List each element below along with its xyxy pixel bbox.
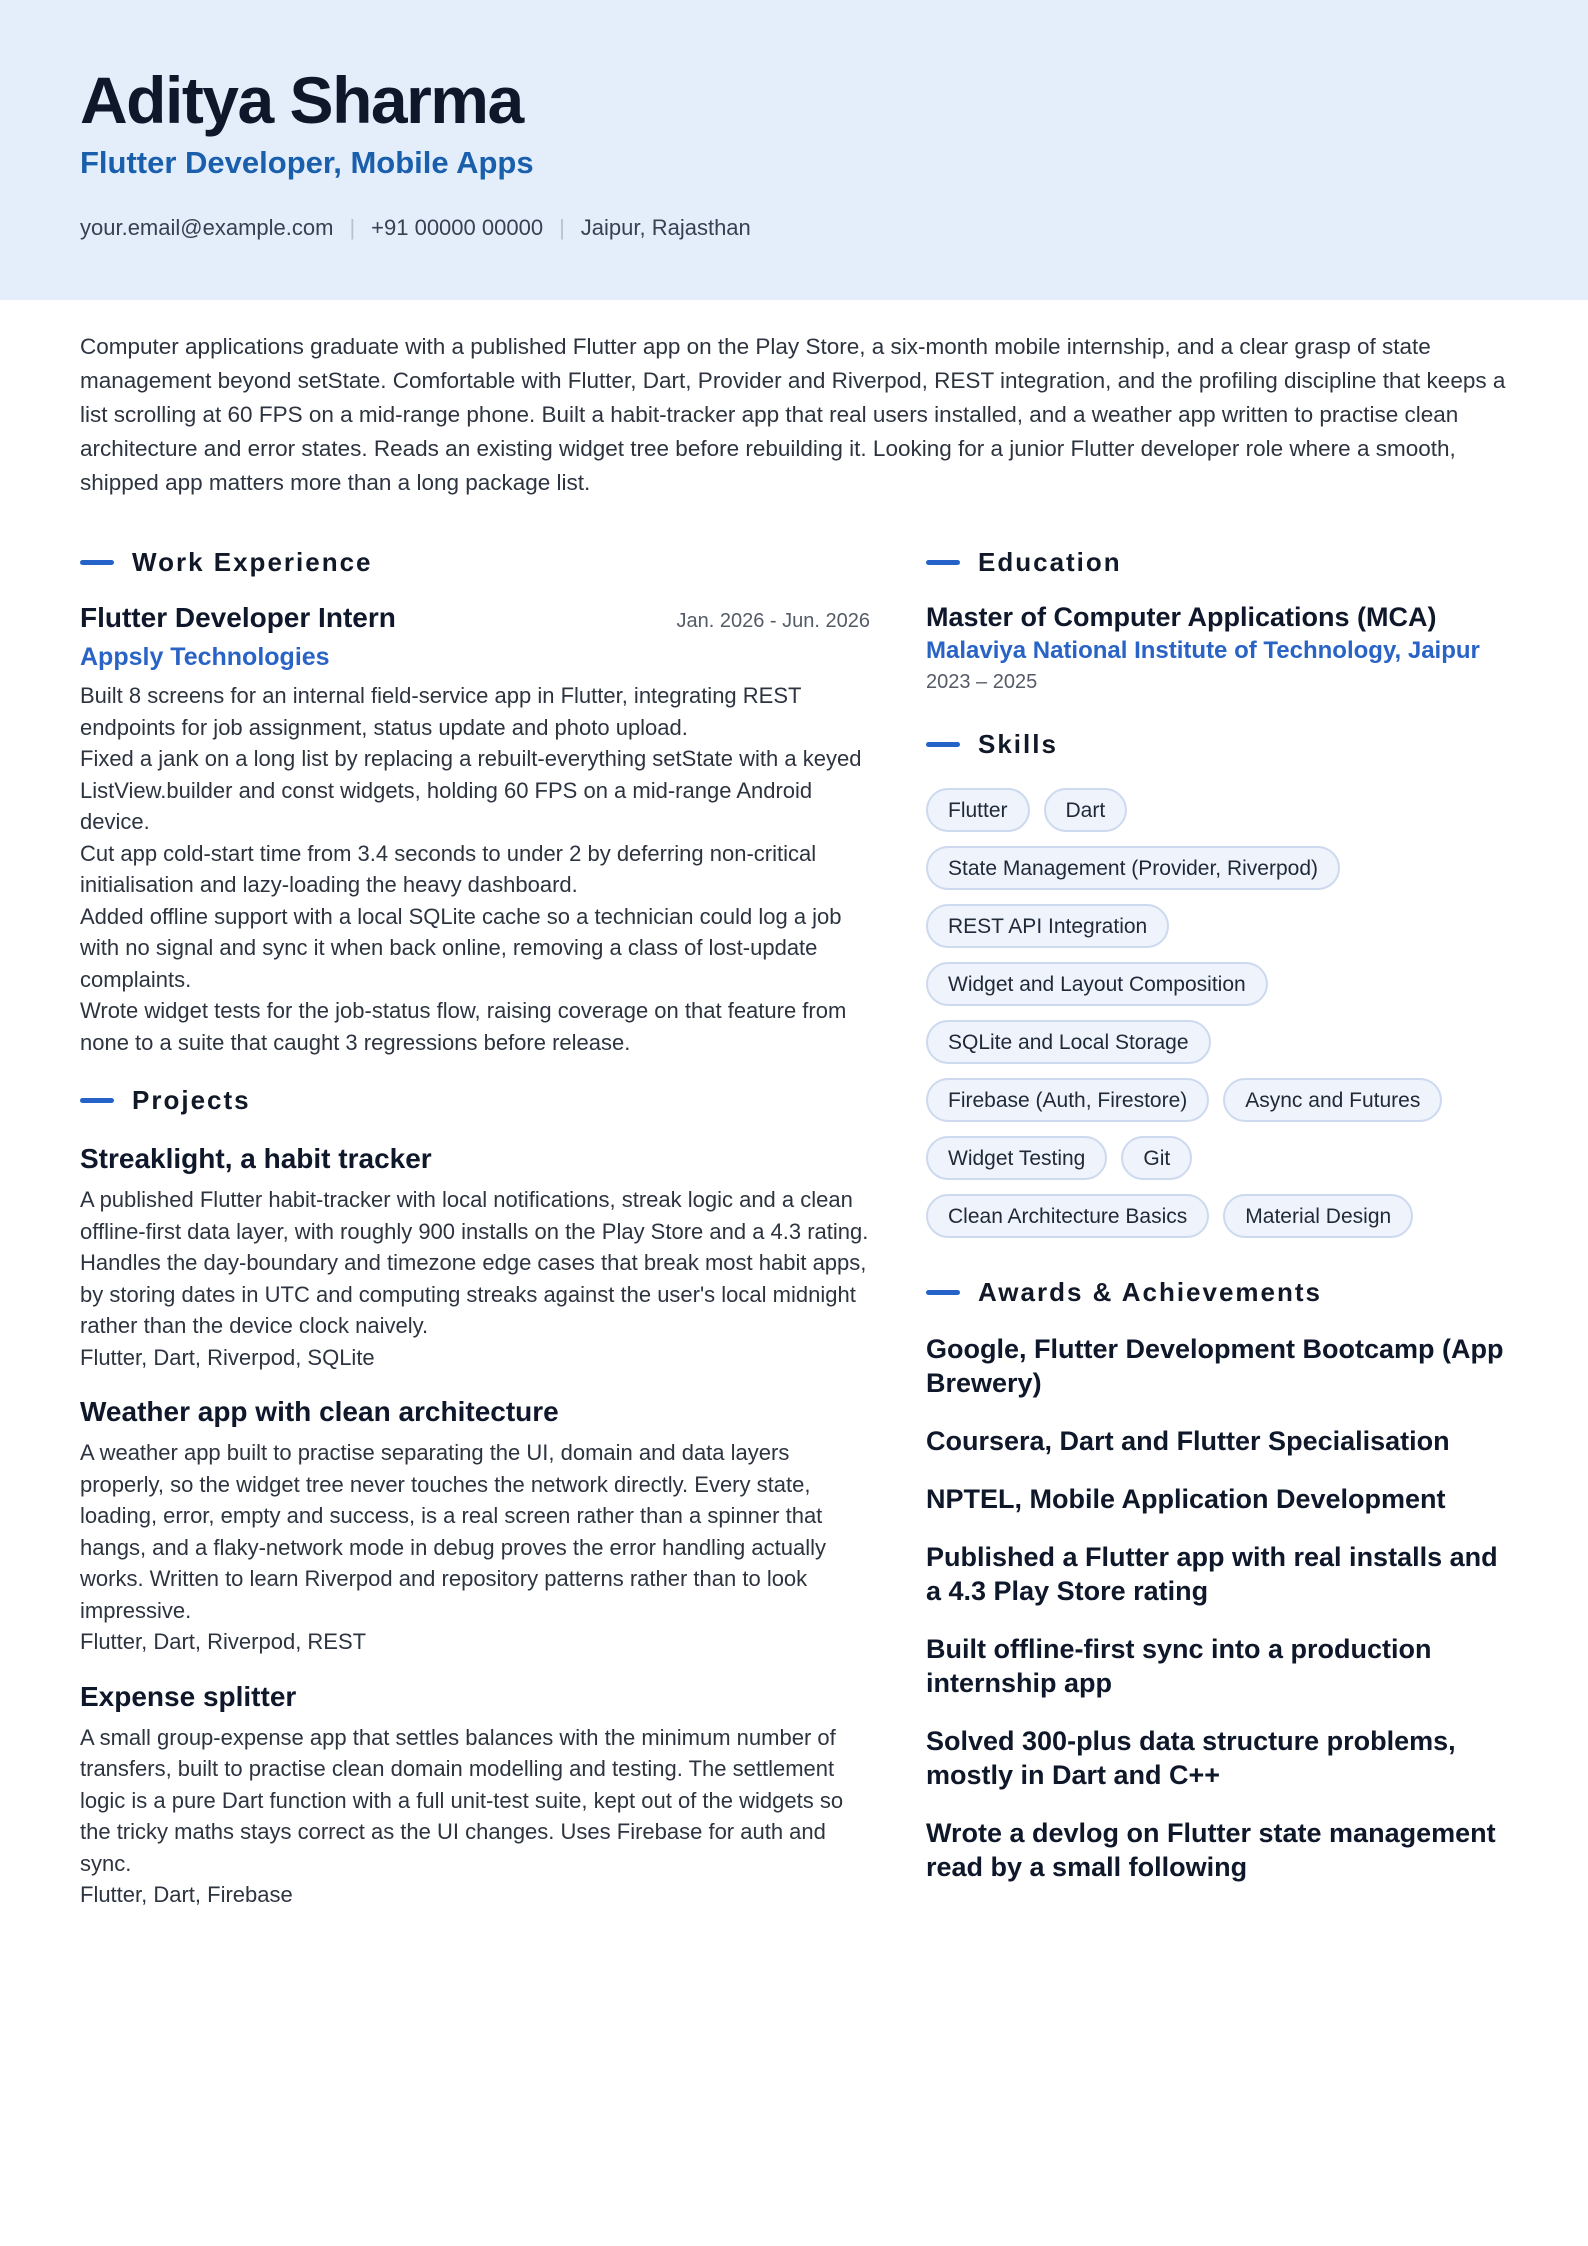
contact-separator: | [349,215,356,240]
award-item: Published a Flutter app with real installs and a 4.3 Play Store rating [926,1542,1498,1606]
experience-bullet: Built 8 screens for an internal field-service app in Flutter, integrating REST endpoints for job assignment, status update and photo upload. [80,683,802,740]
company-name: Appsly Technologies [80,643,330,671]
award-item: Wrote a devlog on Flutter state management read by a small following [926,1818,1496,1882]
section-title: Skills [978,728,1058,759]
job-dates: Jan. 2026 - Jun. 2026 [676,610,870,632]
experience-bullet: Wrote widget tests for the job-status flow, raising coverage on that feature from none to a suite that caught 3 regressions before release. [80,998,847,1055]
section-accent-bar [926,560,960,565]
project-entry [80,1140,870,1373]
resume-header [0,0,1588,300]
section-accent-bar [926,742,960,747]
project-title: Streaklight, a habit tracker [80,1143,432,1174]
section-title: Projects [132,1084,251,1115]
project-entry [80,1678,870,1911]
job-title: Flutter Developer Intern [80,602,396,633]
contact-line [80,212,751,244]
award-item: Coursera, Dart and Flutter Specialisation [926,1426,1450,1456]
section-heading-awards [926,1274,1516,1310]
section-title: Education [978,546,1122,577]
education-years: 2023 – 2025 [926,671,1038,693]
experience-bullet: Cut app cold-start time from 3.4 seconds to under 2 by deferring non-critical initialisation and lazy-loading the heavy dashboard. [80,840,817,897]
skill-chip: Firebase (Auth, Firestore) [926,1078,1209,1122]
skill-chip: REST API Integration [926,904,1169,948]
project-tech-stack: Flutter, Dart, Riverpod, REST [80,1629,367,1654]
left-column [80,544,870,1911]
skill-chip: State Management (Provider, Riverpod) [926,846,1340,890]
candidate-role: Flutter Developer, Mobile Apps [80,145,534,180]
award-item: Built offline-first sync into a production internship app [926,1634,1432,1698]
award-item: Solved 300-plus data structure problems, mostly in Dart and C++ [926,1726,1456,1790]
project-description: A small group-expense app that settles balances with the minimum number of transfers, built to practise clean domain modelling and testing. The settlement logic is a pure Dart function with a full unit-test suite, kept out of the widgets so the tricky maths stays correct as the UI changes. Uses Firebase for auth and sync. [80,1724,844,1876]
project-entry [80,1393,870,1658]
project-tech-stack: Flutter, Dart, Firebase [80,1882,293,1907]
skill-chip: SQLite and Local Storage [926,1020,1211,1064]
skill-chip: Widget and Layout Composition [926,962,1268,1006]
section-title: Awards & Achievements [978,1276,1323,1307]
section-accent-bar [80,1098,114,1103]
skills-list [926,788,1486,1238]
professional-summary: Computer applications graduate with a published Flutter app on the Play Store, a six-month mobile internship, and a clear grasp of state management beyond setState. Comfortable with Flutter, Dart, Provider and Riverpod, REST integration, and the profiling discipline that keeps a list scrolling at 60 FPS on a mid-range phone. Built a habit-tracker app that real users installed, and a weather app written to practise clean architecture and error states. Reads an existing widget tree before rebuilding it. Looking for a junior Flutter developer role where a smooth, shipped app matters more than a long package list. [80,334,1506,495]
skill-chip: Flutter [926,788,1030,832]
contact-location: Jaipur, Rajasthan [580,215,751,240]
skill-chip: Dart [1044,788,1128,832]
skill-chip: Git [1121,1136,1192,1180]
project-title: Weather app with clean architecture [80,1396,559,1427]
project-description: A published Flutter habit-tracker with local notifications, streak logic and a clean offline-first data layer, with roughly 900 installs on the Play Store and a 4.3 rating. Handles the day-boundary and timezone edge cases that break most habit apps, by storing dates in UTC and computing streaks against the user's local midnight rather than the device clock naively. [80,1187,869,1338]
experience-bullets [80,680,870,1058]
right-column [926,544,1516,1884]
contact-email[interactable]: your.email@example.com [80,215,334,240]
section-accent-bar [80,560,114,565]
award-item: Google, Flutter Development Bootcamp (App Brewery) [926,1334,1504,1398]
section-heading-projects [80,1082,870,1118]
project-tech-stack: Flutter, Dart, Riverpod, SQLite [80,1344,375,1370]
contact-separator: | [559,215,565,240]
section-title: Work Experience [132,546,373,577]
education-entry [926,600,1516,696]
skill-chip: Clean Architecture Basics [926,1194,1209,1238]
award-item: NPTEL, Mobile Application Development [926,1484,1446,1514]
degree-title: Master of Computer Applications (MCA) [926,602,1437,632]
institution-name: Malaviya National Institute of Technology, Jaipur [926,637,1480,664]
contact-phone[interactable]: +91 00000 00000 [371,215,544,240]
skill-chip: Widget Testing [926,1136,1107,1180]
experience-bullet: Fixed a jank on a long list by replacing a rebuilt-everything setState with a keyed ListView.builder and const widgets, holding 60 FPS on a mid-range Android device. [80,746,862,834]
candidate-name: Aditya Sharma [80,63,523,137]
section-heading-skills [926,726,1516,762]
section-heading-experience [80,544,870,580]
project-title: Expense splitter [80,1680,297,1712]
skill-chip: Async and Futures [1223,1078,1442,1122]
experience-entry [80,602,870,1058]
experience-bullet: Added offline support with a local SQLite cache so a technician could log a job with no signal and sync it when back online, removing a class of lost-update complaints. [80,903,842,992]
awards-list [926,1332,1516,1884]
section-accent-bar [926,1290,960,1295]
skill-chip: Material Design [1223,1194,1413,1238]
project-description: A weather app built to practise separating the UI, domain and data layers properly, so the widget tree never touches the network directly. Every state, loading, error, empty and success, is a real screen rather than a spinner that hangs, and a flaky-network mode in debug proves the error handling actually works. Written to learn Riverpod and repository patterns rather than to look impressive. [80,1440,827,1623]
section-heading-education [926,544,1516,580]
